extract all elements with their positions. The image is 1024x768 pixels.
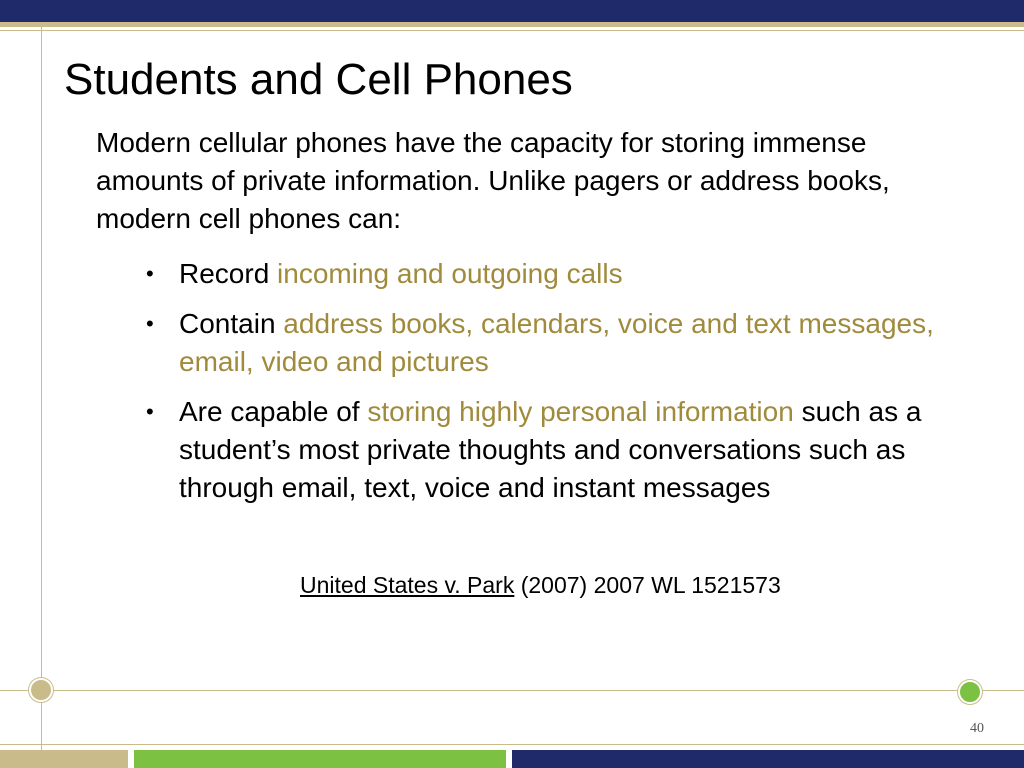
bullet-item <box>146 255 936 293</box>
bullet-lead-text: Are capable of <box>179 396 368 427</box>
bullet-lead-text: Contain <box>179 308 284 339</box>
bullet-lead-text: Record <box>179 258 278 289</box>
tan-circle-ornament <box>29 678 53 702</box>
page-number: 40 <box>970 721 984 736</box>
footer-navy-bar <box>512 750 1024 768</box>
intro-paragraph: Modern cellular phones have the capacity for storing immense amounts of private information. Unlike pagers or address books, modern cell phones can: <box>96 127 890 234</box>
bullet-item <box>146 393 936 507</box>
bottom-horizontal-rule <box>0 690 1024 691</box>
case-name: United States v. Park <box>300 572 515 598</box>
bullet-dot: • <box>146 261 154 286</box>
bullet-highlight-text: incoming and outgoing calls <box>277 258 623 289</box>
footer-thin-rule <box>0 744 1024 745</box>
footer-tan-bar <box>0 750 128 768</box>
bullet-item <box>146 305 936 381</box>
green-circle-ornament <box>958 680 982 704</box>
citation-details: (2007) 2007 WL 1521573 <box>514 572 781 598</box>
top-navy-bar <box>0 0 1024 22</box>
bullet-tail-text: such as a student’s most private thoughts and conversations such as through email, text, voice and instant messages <box>179 396 922 503</box>
bullet-highlight-text: address books, calendars, voice and text messages, email, video and pictures <box>179 308 934 377</box>
case-citation <box>300 569 781 601</box>
bullet-dot: • <box>146 311 154 336</box>
top-thin-rule <box>0 30 1024 31</box>
top-tan-rule <box>0 22 1024 27</box>
bullet-list <box>146 255 936 519</box>
left-vertical-rule <box>41 27 42 752</box>
footer-green-bar <box>134 750 506 768</box>
slide-title: Students and Cell Phones <box>64 55 573 104</box>
bullet-highlight-text: storing highly personal information <box>367 396 794 427</box>
bullet-dot: • <box>146 399 154 424</box>
